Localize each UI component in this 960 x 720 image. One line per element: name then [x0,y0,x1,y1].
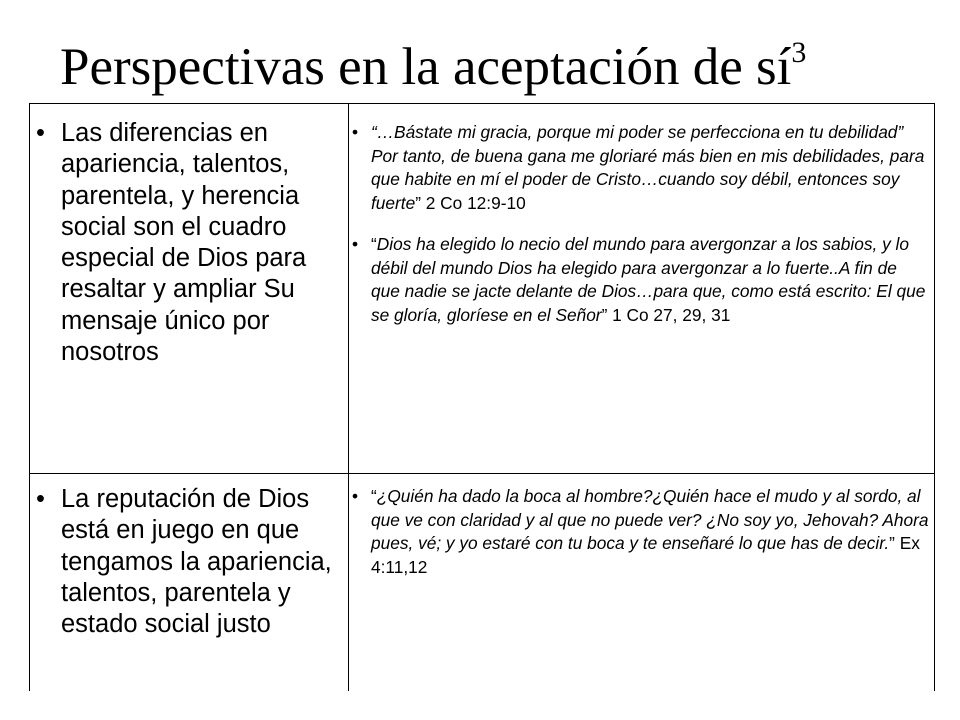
left-bullet-text: La reputación de Dios está en juego en que tengamos la apariencia, talentos, parentela y estado social justo [61,485,332,639]
row2-left-cell [36,484,348,640]
close-quote-mark: ” [415,192,421,213]
row2-right-cell [352,485,930,579]
open-quote-mark: “ [371,122,377,142]
row1-left-cell [36,118,348,368]
close-quote-mark: ” [889,533,895,553]
left-bullet-item [36,484,348,640]
scripture-quote: ¿Quién ha dado la boca al hombre?¿Quién hace el mudo y al sordo, al que ve con claridad y al que no puede ver? ¿No soy yo, Jehovah? Ahora pues, vé; y yo estaré con tu boca y te enseñaré lo que has de decir. [371,486,929,553]
open-quote-mark: “ [371,486,377,506]
table-border-top [29,103,935,104]
close-quote-mark: ” [601,304,608,325]
table-row-divider [29,473,935,474]
scripture-reference: 1 Co 27, 29, 31 [607,304,731,325]
open-quote-mark: “ [371,234,377,254]
table-column-divider [348,103,349,691]
left-bullet-item [36,118,348,368]
scripture-item [352,485,930,579]
bullet-marker: • [352,486,359,506]
bullet-marker: • [36,485,45,513]
left-bullet-text: Las diferencias en apariencia, talentos, parentela, y herencia social son el cuadro especial de Dios para resaltar y ampliar Su mensaje único por nosotros [61,119,307,367]
scripture-quote: …Bástate mi gracia, porque mi poder se perfecciona en tu debilidad [376,122,898,142]
scripture-quote-continued: ” Por tanto, de buena gana me gloriaré más bien en mis debilidades, para que habite en mí el poder de Cristo…cuando soy débil, entonces soy fuerte [371,122,925,213]
slide-title-text: Perspectivas en la aceptación de sí [60,38,792,96]
scripture-reference: 2 Co 12:9-10 [420,192,526,213]
table-border-left [29,103,30,691]
bullet-marker: • [352,122,359,142]
slide-title-superscript: 3 [791,36,807,69]
bullet-marker: • [352,234,359,254]
scripture-quote: Dios ha elegido lo necio del mundo para avergonzar a los sabios, y lo débil del mundo Dios ha elegido para avergonzar a lo fuerte..A fin de que nadie se jacte delante de Dios…para que, como está escrito: El que se gloría, gloríese en el Señor [371,234,926,325]
slide-title [60,36,806,98]
scripture-item [352,233,930,327]
scripture-item [352,121,930,215]
table-border-right [934,103,935,691]
bullet-marker: • [36,119,45,147]
row1-right-cell [352,121,930,327]
scripture-reference: Ex 4:11,12 [371,533,920,577]
